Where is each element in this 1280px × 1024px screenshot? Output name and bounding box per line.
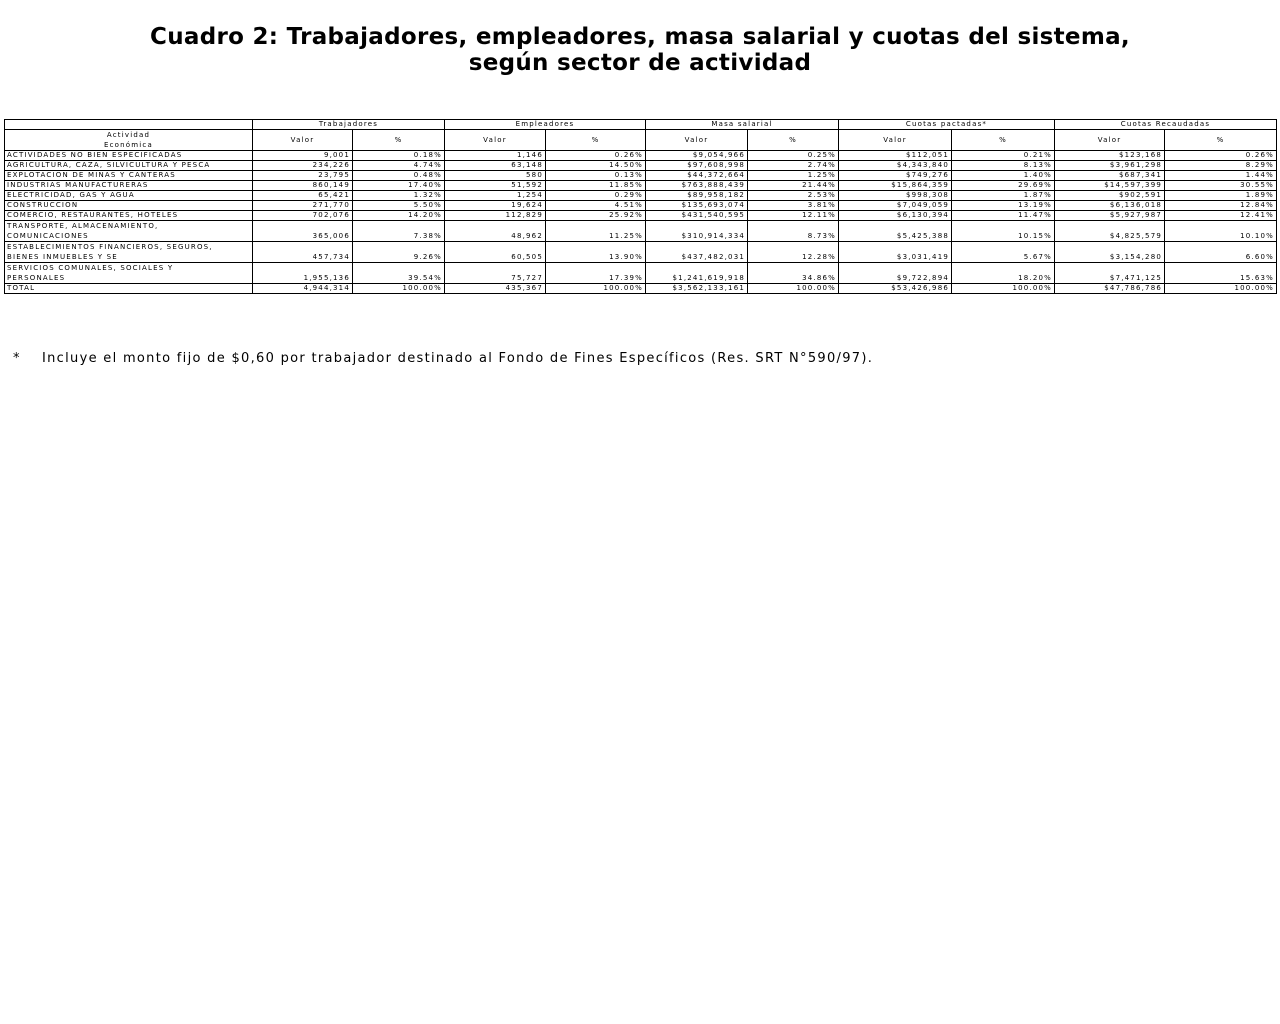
value-cell: 51,592 [445, 181, 546, 191]
value-cell: 234,226 [253, 161, 353, 171]
value-cell: $5,927,987 [1055, 211, 1165, 221]
value-cell: $44,372,664 [646, 171, 748, 181]
percent-cell: 0.26% [546, 151, 646, 161]
percent-cell: 17.39% [546, 263, 646, 284]
group-header-masa-salarial: Masa salarial [646, 120, 839, 130]
group-header-trabajadores: Trabajadores [253, 120, 445, 130]
footnote-mark: * [13, 351, 21, 366]
percent-cell: 100.00% [546, 284, 646, 294]
percent-cell: 100.00% [748, 284, 839, 294]
value-cell: 112,829 [445, 211, 546, 221]
table-row [5, 242, 1277, 263]
sub-header-valor: Valor [445, 130, 546, 151]
table-row [5, 171, 1277, 181]
percent-cell: 0.25% [748, 151, 839, 161]
value-cell: $998,308 [839, 191, 952, 201]
table-row [5, 181, 1277, 191]
group-header-cuotas-recaudadas: Cuotas Recaudadas [1055, 120, 1277, 130]
table-body [5, 151, 1277, 294]
percent-cell: 13.90% [546, 242, 646, 263]
percent-cell: 10.10% [1165, 221, 1277, 242]
percent-cell: 5.50% [353, 201, 445, 211]
percent-cell: 10.15% [952, 221, 1055, 242]
value-cell: 702,076 [253, 211, 353, 221]
percent-cell: 2.74% [748, 161, 839, 171]
value-cell: $1,241,619,918 [646, 263, 748, 284]
percent-cell: 25.92% [546, 211, 646, 221]
value-cell: $97,608,998 [646, 161, 748, 171]
percent-cell: 6.60% [1165, 242, 1277, 263]
value-cell: 1,254 [445, 191, 546, 201]
value-cell: $9,722,894 [839, 263, 952, 284]
activity-cell: ELECTRICIDAD, GAS Y AGUA [5, 191, 253, 201]
data-table [4, 119, 1277, 294]
percent-cell: 0.29% [546, 191, 646, 201]
title-line-1: Cuadro 2: Trabajadores, empleadores, masa salarial y cuotas del sistema, [150, 24, 1130, 50]
sub-header-valor: Valor [646, 130, 748, 151]
percent-cell: 4.74% [353, 161, 445, 171]
value-cell: 271,770 [253, 201, 353, 211]
percent-cell: 29.69% [952, 181, 1055, 191]
value-cell: $3,154,280 [1055, 242, 1165, 263]
percent-cell: 12.11% [748, 211, 839, 221]
percent-cell: 100.00% [353, 284, 445, 294]
percent-cell: 21.44% [748, 181, 839, 191]
sub-header-pct: % [748, 130, 839, 151]
value-cell: $112,051 [839, 151, 952, 161]
table-row [5, 221, 1277, 242]
activity-cell: AGRICULTURA, CAZA, SILVICULTURA Y PESCA [5, 161, 253, 171]
value-cell: $6,130,394 [839, 211, 952, 221]
page-title [0, 24, 1280, 76]
value-cell: $5,425,388 [839, 221, 952, 242]
percent-cell: 30.55% [1165, 181, 1277, 191]
percent-cell: 1.25% [748, 171, 839, 181]
value-cell: $89,958,182 [646, 191, 748, 201]
value-cell: $763,888,439 [646, 181, 748, 191]
value-cell: $3,562,133,161 [646, 284, 748, 294]
value-cell: 457,734 [253, 242, 353, 263]
table-row [5, 191, 1277, 201]
sub-header-valor: Valor [253, 130, 353, 151]
activity-line-1: SERVICIOS COMUNALES, SOCIALES Y [7, 264, 174, 272]
value-cell: 75,727 [445, 263, 546, 284]
value-cell: 860,149 [253, 181, 353, 191]
percent-cell: 18.20% [952, 263, 1055, 284]
percent-cell: 17.40% [353, 181, 445, 191]
percent-cell: 0.26% [1165, 151, 1277, 161]
value-cell: $687,341 [1055, 171, 1165, 181]
activity-header [5, 130, 253, 151]
value-cell: $4,343,840 [839, 161, 952, 171]
header-blank-cell [5, 120, 253, 130]
activity-cell: COMERCIO, RESTAURANTES, HOTELES [5, 211, 253, 221]
value-cell: 580 [445, 171, 546, 181]
value-cell: 65,421 [253, 191, 353, 201]
value-cell: $902,591 [1055, 191, 1165, 201]
percent-cell: 1.44% [1165, 171, 1277, 181]
sub-header-pct: % [952, 130, 1055, 151]
activity-cell: ACTIVIDADES NO BIEN ESPECIFICADAS [5, 151, 253, 161]
activity-cell: TOTAL [5, 284, 253, 294]
value-cell: $3,961,298 [1055, 161, 1165, 171]
value-cell: $4,825,579 [1055, 221, 1165, 242]
activity-line-2: COMUNICACIONES [7, 232, 89, 240]
percent-cell: 2.53% [748, 191, 839, 201]
value-cell: 9,001 [253, 151, 353, 161]
activity-cell: EXPLOTACION DE MINAS Y CANTERAS [5, 171, 253, 181]
sub-header-pct: % [353, 130, 445, 151]
activity-cell: INDUSTRIAS MANUFACTURERAS [5, 181, 253, 191]
percent-cell: 7.38% [353, 221, 445, 242]
value-cell: 23,795 [253, 171, 353, 181]
percent-cell: 11.85% [546, 181, 646, 191]
value-cell: 60,505 [445, 242, 546, 263]
value-cell: $749,276 [839, 171, 952, 181]
sub-header-pct: % [1165, 130, 1277, 151]
value-cell: 19,624 [445, 201, 546, 211]
value-cell: $437,482,031 [646, 242, 748, 263]
group-header-empleadores: Empleadores [445, 120, 646, 130]
percent-cell: 15.63% [1165, 263, 1277, 284]
percent-cell: 8.73% [748, 221, 839, 242]
value-cell: 1,146 [445, 151, 546, 161]
activity-header-line-2: Económica [104, 141, 153, 149]
value-cell: 435,367 [445, 284, 546, 294]
value-cell: 365,006 [253, 221, 353, 242]
value-cell: $135,693,074 [646, 201, 748, 211]
percent-cell: 39.54% [353, 263, 445, 284]
activity-header-line-1: Actividad [106, 131, 151, 139]
value-cell: $3,031,419 [839, 242, 952, 263]
percent-cell: 34.86% [748, 263, 839, 284]
percent-cell: 9.26% [353, 242, 445, 263]
value-cell: $7,471,125 [1055, 263, 1165, 284]
value-cell: $9,054,966 [646, 151, 748, 161]
percent-cell: 100.00% [1165, 284, 1277, 294]
percent-cell: 3.81% [748, 201, 839, 211]
sub-header-row [5, 130, 1277, 151]
title-line-2: según sector de actividad [468, 50, 812, 76]
percent-cell: 1.89% [1165, 191, 1277, 201]
table-row [5, 211, 1277, 221]
value-cell: 1,955,136 [253, 263, 353, 284]
percent-cell: 12.28% [748, 242, 839, 263]
activity-cell [5, 242, 253, 263]
percent-cell: 100.00% [952, 284, 1055, 294]
percent-cell: 1.32% [353, 191, 445, 201]
percent-cell: 8.13% [952, 161, 1055, 171]
table-row [5, 263, 1277, 284]
activity-line-1: TRANSPORTE, ALMACENAMIENTO, [7, 222, 159, 230]
group-header-row [5, 120, 1277, 130]
percent-cell: 14.50% [546, 161, 646, 171]
percent-cell: 14.20% [353, 211, 445, 221]
percent-cell: 4.51% [546, 201, 646, 211]
activity-cell: CONSTRUCCION [5, 201, 253, 211]
table-row [5, 161, 1277, 171]
value-cell: 4,944,314 [253, 284, 353, 294]
activity-line-1: ESTABLECIMIENTOS FINANCIEROS, SEGUROS, [7, 243, 213, 251]
activity-cell [5, 263, 253, 284]
activity-line-2: BIENES INMUEBLES Y SE [7, 253, 118, 261]
percent-cell: 1.87% [952, 191, 1055, 201]
value-cell: $53,426,986 [839, 284, 952, 294]
value-cell: $6,136,018 [1055, 201, 1165, 211]
sub-header-valor: Valor [1055, 130, 1165, 151]
value-cell: $431,540,595 [646, 211, 748, 221]
activity-cell [5, 221, 253, 242]
table-row [5, 201, 1277, 211]
sub-header-pct: % [546, 130, 646, 151]
percent-cell: 0.48% [353, 171, 445, 181]
percent-cell: 8.29% [1165, 161, 1277, 171]
value-cell: $14,597,399 [1055, 181, 1165, 191]
percent-cell: 5.67% [952, 242, 1055, 263]
value-cell: $7,049,059 [839, 201, 952, 211]
footnote [13, 351, 873, 366]
percent-cell: 11.47% [952, 211, 1055, 221]
table-row [5, 151, 1277, 161]
percent-cell: 11.25% [546, 221, 646, 242]
percent-cell: 0.21% [952, 151, 1055, 161]
group-header-cuotas-pactadas: Cuotas pactadas* [839, 120, 1055, 130]
percent-cell: 0.18% [353, 151, 445, 161]
percent-cell: 0.13% [546, 171, 646, 181]
value-cell: $310,914,334 [646, 221, 748, 242]
percent-cell: 12.84% [1165, 201, 1277, 211]
table-row [5, 284, 1277, 294]
footnote-text: Incluye el monto fijo de $0,60 por trabajador destinado al Fondo de Fines Específicos (Res. SRT N°590/97). [42, 351, 874, 366]
value-cell: 63,148 [445, 161, 546, 171]
activity-line-2: PERSONALES [7, 274, 66, 282]
percent-cell: 12.41% [1165, 211, 1277, 221]
percent-cell: 1.40% [952, 171, 1055, 181]
value-cell: $123,168 [1055, 151, 1165, 161]
sub-header-valor: Valor [839, 130, 952, 151]
value-cell: $47,786,786 [1055, 284, 1165, 294]
percent-cell: 13.19% [952, 201, 1055, 211]
value-cell: 48,962 [445, 221, 546, 242]
value-cell: $15,864,359 [839, 181, 952, 191]
